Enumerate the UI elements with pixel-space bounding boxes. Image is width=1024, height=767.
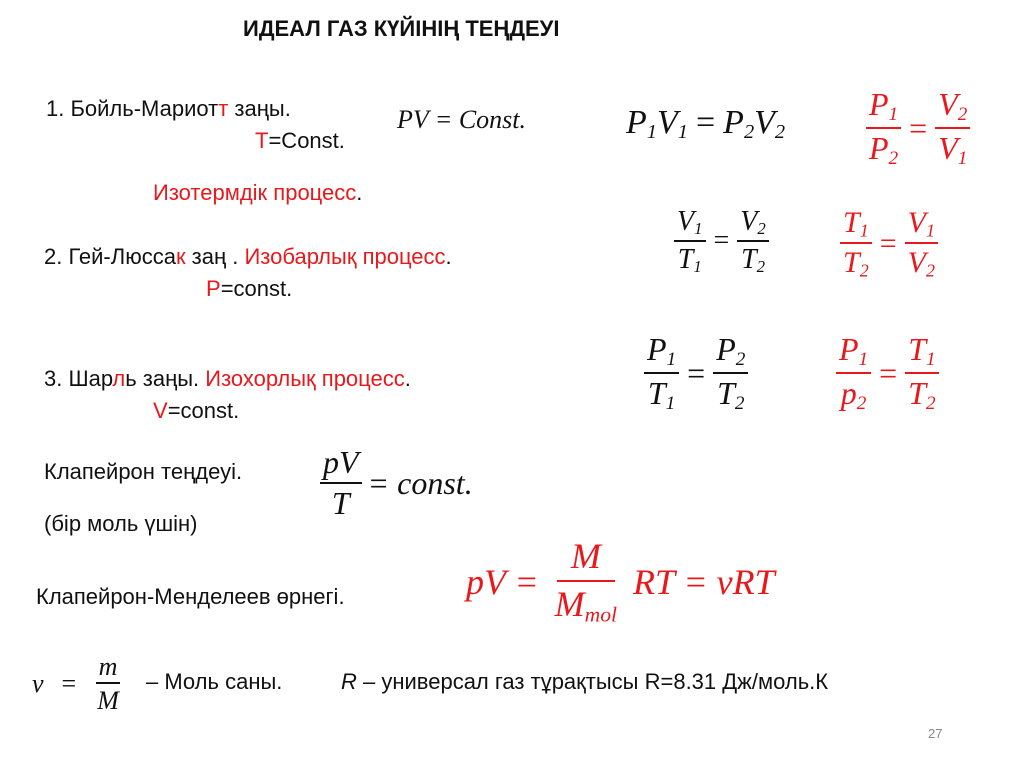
charles-law-title: 3. Шарль заңы. Изохорлық процесс. bbox=[44, 366, 411, 391]
charles-equation: $\frac{P_1}{T_1}$ = $\frac{P_2}{T_2}$ bbox=[644, 333, 748, 414]
clapeyron-equation: $\frac{pV}{T}$ = const. bbox=[320, 446, 473, 520]
mole-number-formula: ν = $\frac{m}{M}$ bbox=[32, 652, 119, 716]
boyle-ratio: $\frac{P_1}{P_2}$ = $\frac{V_2}{V_1}$ bbox=[866, 88, 970, 169]
gay-lussac-ratio: $\frac{T_1}{T_2}$ = $\frac{V_1}{V_2}$ bbox=[840, 207, 938, 281]
boyle-law-title: 1. Бойль-Мариотт заңы. bbox=[46, 96, 291, 121]
mendeleev-equation: pV = $\frac{M}{M_{mol}}$ RT = νRT bbox=[466, 536, 775, 627]
page-number: 27 bbox=[928, 726, 943, 741]
gay-lussac-title: 2. Гей-Люссак заң . Изобарлық процесс. bbox=[44, 244, 452, 269]
charles-condition: V=const. bbox=[153, 398, 240, 423]
page-title: ИДЕАЛ ГАЗ КҮЙІНІҢ ТЕҢДЕУІ bbox=[243, 16, 560, 41]
boyle-equation: PV = Const. bbox=[397, 105, 527, 134]
isothermal-process: Изотермдік процесс. bbox=[153, 180, 363, 205]
charles-ratio: $\frac{P_1}{p_2}$ = $\frac{T_1}{T_2}$ bbox=[836, 333, 939, 414]
boyle-condition: Т=Const. bbox=[255, 128, 345, 153]
clapeyron-note: (бір моль үшін) bbox=[44, 511, 198, 536]
gay-lussac-condition: Р=const. bbox=[206, 276, 293, 301]
gas-constant-text: R – универсал газ тұрақтысы R=8.31 Дж/моль.К bbox=[341, 669, 829, 694]
clapeyron-label: Клапейрон теңдеуі. bbox=[44, 459, 243, 484]
gay-lussac-equation: $\frac{V_1}{T_1}$ = $\frac{V_2}{T_2}$ bbox=[674, 207, 769, 276]
mole-number-text: – Моль саны. bbox=[146, 669, 283, 694]
mendeleev-label: Клапейрон-Менделеев өрнегі. bbox=[36, 584, 345, 609]
boyle-equation-states: $P_1V_1 = P_2V_2$ bbox=[626, 104, 786, 144]
